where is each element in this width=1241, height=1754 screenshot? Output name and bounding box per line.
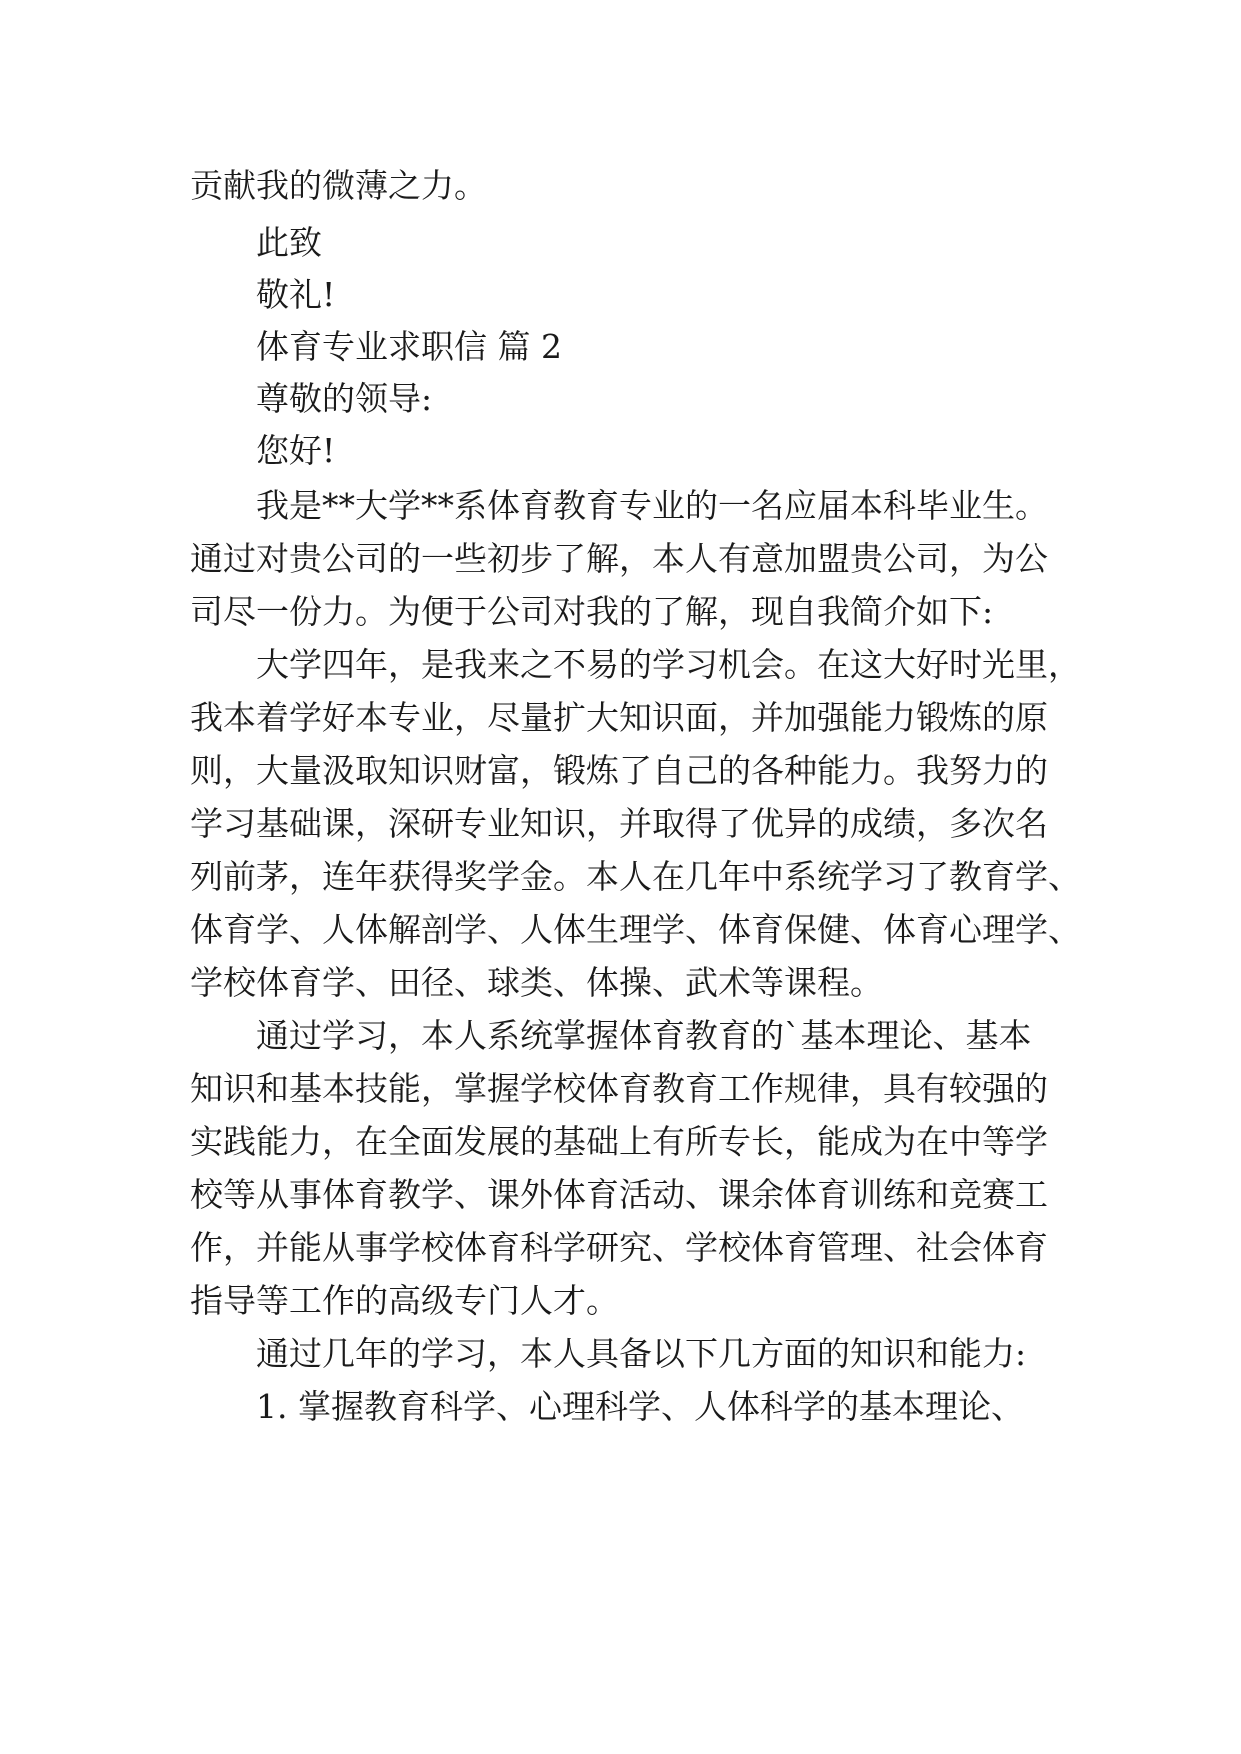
paragraph-3-line-1: 通过学习，本人系统掌握体育教育的`基本理论、基本	[256, 1016, 1032, 1055]
closing-regards: 敬礼!	[256, 275, 336, 314]
paragraph-2-line-2: 我本着学好本专业，尽量扩大知识面，并加强能力锻炼的原	[190, 698, 1048, 737]
paragraph-2-line-4: 学习基础课，深研专业知识，并取得了优异的成绩，多次名	[190, 804, 1048, 843]
paragraph-3-line-3: 实践能力，在全面发展的基础上有所专长，能成为在中等学	[190, 1122, 1048, 1161]
paragraph-2-line-1: 大学四年，是我来之不易的学习机会。在这大好时光里，	[256, 645, 1081, 684]
greeting-hello: 您好!	[256, 431, 336, 470]
paragraph-1-line-2: 通过对贵公司的一些初步了解，本人有意加盟贵公司，为公	[190, 539, 1048, 578]
paragraph-3-line-4: 校等从事体育教学、课外体育活动、课余体育训练和竞赛工	[190, 1175, 1048, 1214]
closing-salutation: 此致	[256, 223, 322, 262]
paragraph-3-line-5: 作，并能从事学校体育科学研究、学校体育管理、社会体育	[190, 1228, 1048, 1267]
text-line-1: 贡献我的微薄之力。	[190, 166, 487, 205]
paragraph-4-line-1: 通过几年的学习，本人具备以下几方面的知识和能力:	[256, 1334, 1027, 1373]
paragraph-2-line-6: 体育学、人体解剖学、人体生理学、体育保健、体育心理学、	[190, 910, 1081, 949]
section-heading: 体育专业求职信 篇 2	[256, 327, 562, 366]
paragraph-3-line-2: 知识和基本技能，掌握学校体育教育工作规律，具有较强的	[190, 1069, 1048, 1108]
greeting-recipient: 尊敬的领导:	[256, 379, 433, 418]
paragraph-1-line-3: 司尽一份力。为便于公司对我的了解，现自我简介如下:	[190, 592, 994, 631]
paragraph-3-line-6: 指导等工作的高级专门人才。	[190, 1281, 619, 1320]
list-item-1: 1. 掌握教育科学、心理科学、人体科学的基本理论、	[256, 1387, 1024, 1426]
paragraph-2-line-3: 则，大量汲取知识财富，锻炼了自己的各种能力。我努力的	[190, 751, 1048, 790]
paragraph-1-line-1: 我是**大学**系体育教育专业的一名应届本科毕业生。	[256, 486, 1048, 525]
paragraph-2-line-7: 学校体育学、田径、球类、体操、武术等课程。	[190, 963, 883, 1002]
paragraph-2-line-5: 列前茅，连年获得奖学金。本人在几年中系统学习了教育学、	[190, 857, 1081, 896]
